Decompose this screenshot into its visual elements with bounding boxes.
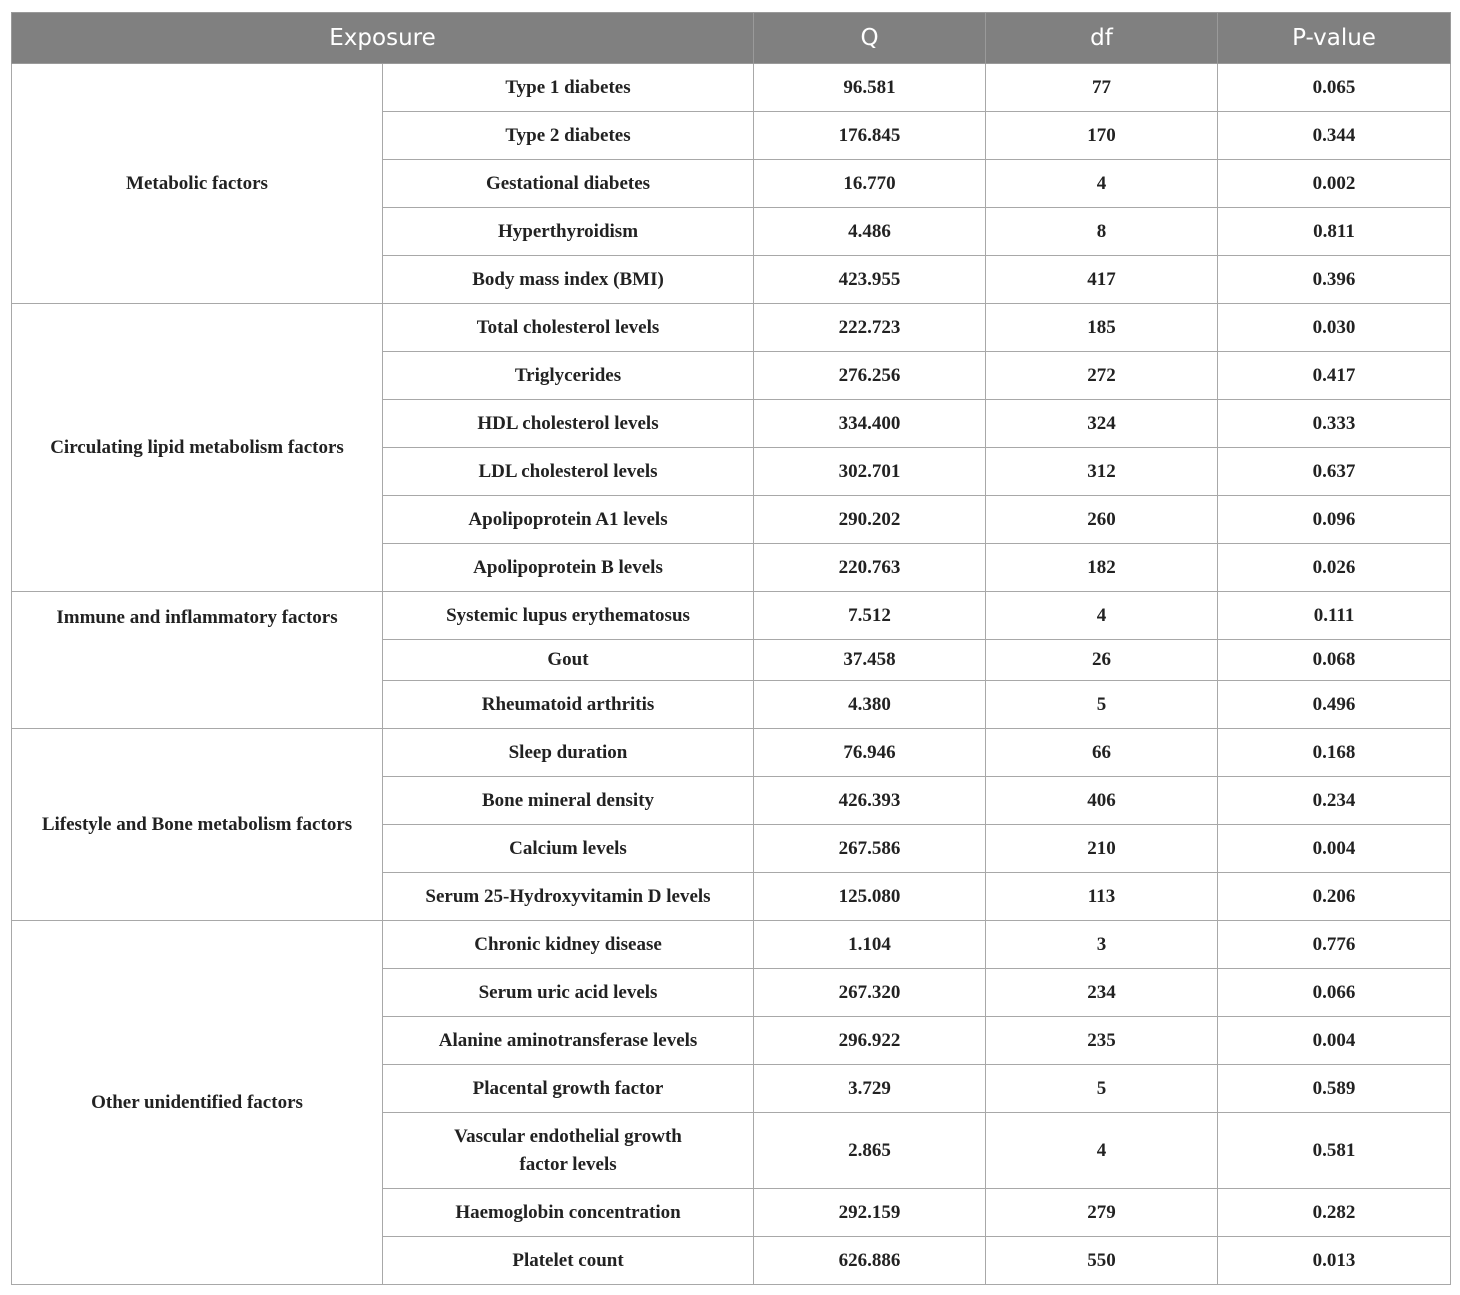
- exposure-cell: Sleep duration: [383, 729, 754, 777]
- heterogeneity-table-container: [11, 12, 1450, 1285]
- q-cell: 292.159: [754, 1189, 986, 1237]
- q-cell: 423.955: [754, 256, 986, 304]
- table-row: [12, 921, 1451, 969]
- q-cell: 426.393: [754, 777, 986, 825]
- df-cell: 260: [986, 496, 1218, 544]
- df-cell: 3: [986, 921, 1218, 969]
- p-value-cell: 0.013: [1218, 1237, 1451, 1285]
- p-value-cell: 0.004: [1218, 825, 1451, 873]
- exposure-cell: Triglycerides: [383, 352, 754, 400]
- exposure-cell: Body mass index (BMI): [383, 256, 754, 304]
- p-value-cell: 0.002: [1218, 160, 1451, 208]
- p-value-cell: 0.282: [1218, 1189, 1451, 1237]
- q-cell: 626.886: [754, 1237, 986, 1285]
- df-cell: 182: [986, 544, 1218, 592]
- df-cell: 4: [986, 592, 1218, 640]
- q-cell: 296.922: [754, 1017, 986, 1065]
- df-cell: 550: [986, 1237, 1218, 1285]
- q-cell: 267.586: [754, 825, 986, 873]
- p-value-cell: 0.581: [1218, 1113, 1451, 1189]
- exposure-cell: Vascular endothelial growth factor levels: [383, 1113, 754, 1189]
- exposure-cell: Bone mineral density: [383, 777, 754, 825]
- exposure-cell: LDL cholesterol levels: [383, 448, 754, 496]
- header-p-value: P-value: [1218, 13, 1451, 64]
- table-row: [12, 729, 1451, 777]
- exposure-cell: HDL cholesterol levels: [383, 400, 754, 448]
- q-cell: 96.581: [754, 64, 986, 112]
- q-cell: 302.701: [754, 448, 986, 496]
- q-cell: 220.763: [754, 544, 986, 592]
- exposure-cell: Apolipoprotein A1 levels: [383, 496, 754, 544]
- p-value-cell: 0.066: [1218, 969, 1451, 1017]
- df-cell: 210: [986, 825, 1218, 873]
- exposure-cell: Rheumatoid arthritis: [383, 681, 754, 729]
- df-cell: 66: [986, 729, 1218, 777]
- p-value-cell: 0.030: [1218, 304, 1451, 352]
- df-cell: 8: [986, 208, 1218, 256]
- heterogeneity-table: [11, 12, 1451, 1285]
- group-label-lipid: Circulating lipid metabolism factors: [12, 304, 383, 592]
- q-cell: 276.256: [754, 352, 986, 400]
- q-cell: 290.202: [754, 496, 986, 544]
- table-row: [12, 304, 1451, 352]
- df-cell: 113: [986, 873, 1218, 921]
- exposure-cell: Type 2 diabetes: [383, 112, 754, 160]
- p-value-cell: 0.065: [1218, 64, 1451, 112]
- p-value-cell: 0.206: [1218, 873, 1451, 921]
- q-cell: 37.458: [754, 640, 986, 681]
- group-label-other: Other unidentified factors: [12, 921, 383, 1285]
- q-cell: 222.723: [754, 304, 986, 352]
- exposure-cell: Hyperthyroidism: [383, 208, 754, 256]
- q-cell: 1.104: [754, 921, 986, 969]
- df-cell: 4: [986, 1113, 1218, 1189]
- p-value-cell: 0.589: [1218, 1065, 1451, 1113]
- df-cell: 312: [986, 448, 1218, 496]
- df-cell: 234: [986, 969, 1218, 1017]
- p-value-cell: 0.026: [1218, 544, 1451, 592]
- q-cell: 4.486: [754, 208, 986, 256]
- p-value-cell: 0.096: [1218, 496, 1451, 544]
- df-cell: 272: [986, 352, 1218, 400]
- header-q: Q: [754, 13, 986, 64]
- group-label-lifestyle-bone: Lifestyle and Bone metabolism factors: [12, 729, 383, 921]
- exposure-cell: Placental growth factor: [383, 1065, 754, 1113]
- q-cell: 267.320: [754, 969, 986, 1017]
- header-exposure: Exposure: [12, 13, 754, 64]
- df-cell: 279: [986, 1189, 1218, 1237]
- exposure-cell: Serum 25-Hydroxyvitamin D levels: [383, 873, 754, 921]
- q-cell: 4.380: [754, 681, 986, 729]
- q-cell: 16.770: [754, 160, 986, 208]
- p-value-cell: 0.417: [1218, 352, 1451, 400]
- df-cell: 5: [986, 1065, 1218, 1113]
- exposure-cell: Gout: [383, 640, 754, 681]
- df-cell: 4: [986, 160, 1218, 208]
- group-label-metabolic: Metabolic factors: [12, 64, 383, 304]
- q-cell: 125.080: [754, 873, 986, 921]
- exposure-cell: Apolipoprotein B levels: [383, 544, 754, 592]
- header-row: [12, 13, 1451, 64]
- p-value-cell: 0.344: [1218, 112, 1451, 160]
- p-value-cell: 0.396: [1218, 256, 1451, 304]
- p-value-cell: 0.333: [1218, 400, 1451, 448]
- exposure-cell: Type 1 diabetes: [383, 64, 754, 112]
- df-cell: 5: [986, 681, 1218, 729]
- exposure-cell: Serum uric acid levels: [383, 969, 754, 1017]
- df-cell: 77: [986, 64, 1218, 112]
- table-row: [12, 64, 1451, 112]
- df-cell: 170: [986, 112, 1218, 160]
- p-value-cell: 0.637: [1218, 448, 1451, 496]
- exposure-cell: Calcium levels: [383, 825, 754, 873]
- exposure-cell: Haemoglobin concentration: [383, 1189, 754, 1237]
- q-cell: 334.400: [754, 400, 986, 448]
- p-value-cell: 0.004: [1218, 1017, 1451, 1065]
- df-cell: 185: [986, 304, 1218, 352]
- group-label-immune: Immune and inflammatory factors: [12, 592, 383, 729]
- p-value-cell: 0.111: [1218, 592, 1451, 640]
- df-cell: 26: [986, 640, 1218, 681]
- exposure-cell: Chronic kidney disease: [383, 921, 754, 969]
- exposure-cell: Platelet count: [383, 1237, 754, 1285]
- df-cell: 235: [986, 1017, 1218, 1065]
- p-value-cell: 0.068: [1218, 640, 1451, 681]
- exposure-cell: Total cholesterol levels: [383, 304, 754, 352]
- q-cell: 7.512: [754, 592, 986, 640]
- exposure-cell: Gestational diabetes: [383, 160, 754, 208]
- q-cell: 176.845: [754, 112, 986, 160]
- df-cell: 406: [986, 777, 1218, 825]
- p-value-cell: 0.811: [1218, 208, 1451, 256]
- header-df: df: [986, 13, 1218, 64]
- table-row: [12, 592, 1451, 640]
- p-value-cell: 0.168: [1218, 729, 1451, 777]
- q-cell: 3.729: [754, 1065, 986, 1113]
- exposure-cell: Systemic lupus erythematosus: [383, 592, 754, 640]
- p-value-cell: 0.496: [1218, 681, 1451, 729]
- exposure-cell: Alanine aminotransferase levels: [383, 1017, 754, 1065]
- q-cell: 2.865: [754, 1113, 986, 1189]
- df-cell: 417: [986, 256, 1218, 304]
- p-value-cell: 0.776: [1218, 921, 1451, 969]
- p-value-cell: 0.234: [1218, 777, 1451, 825]
- q-cell: 76.946: [754, 729, 986, 777]
- df-cell: 324: [986, 400, 1218, 448]
